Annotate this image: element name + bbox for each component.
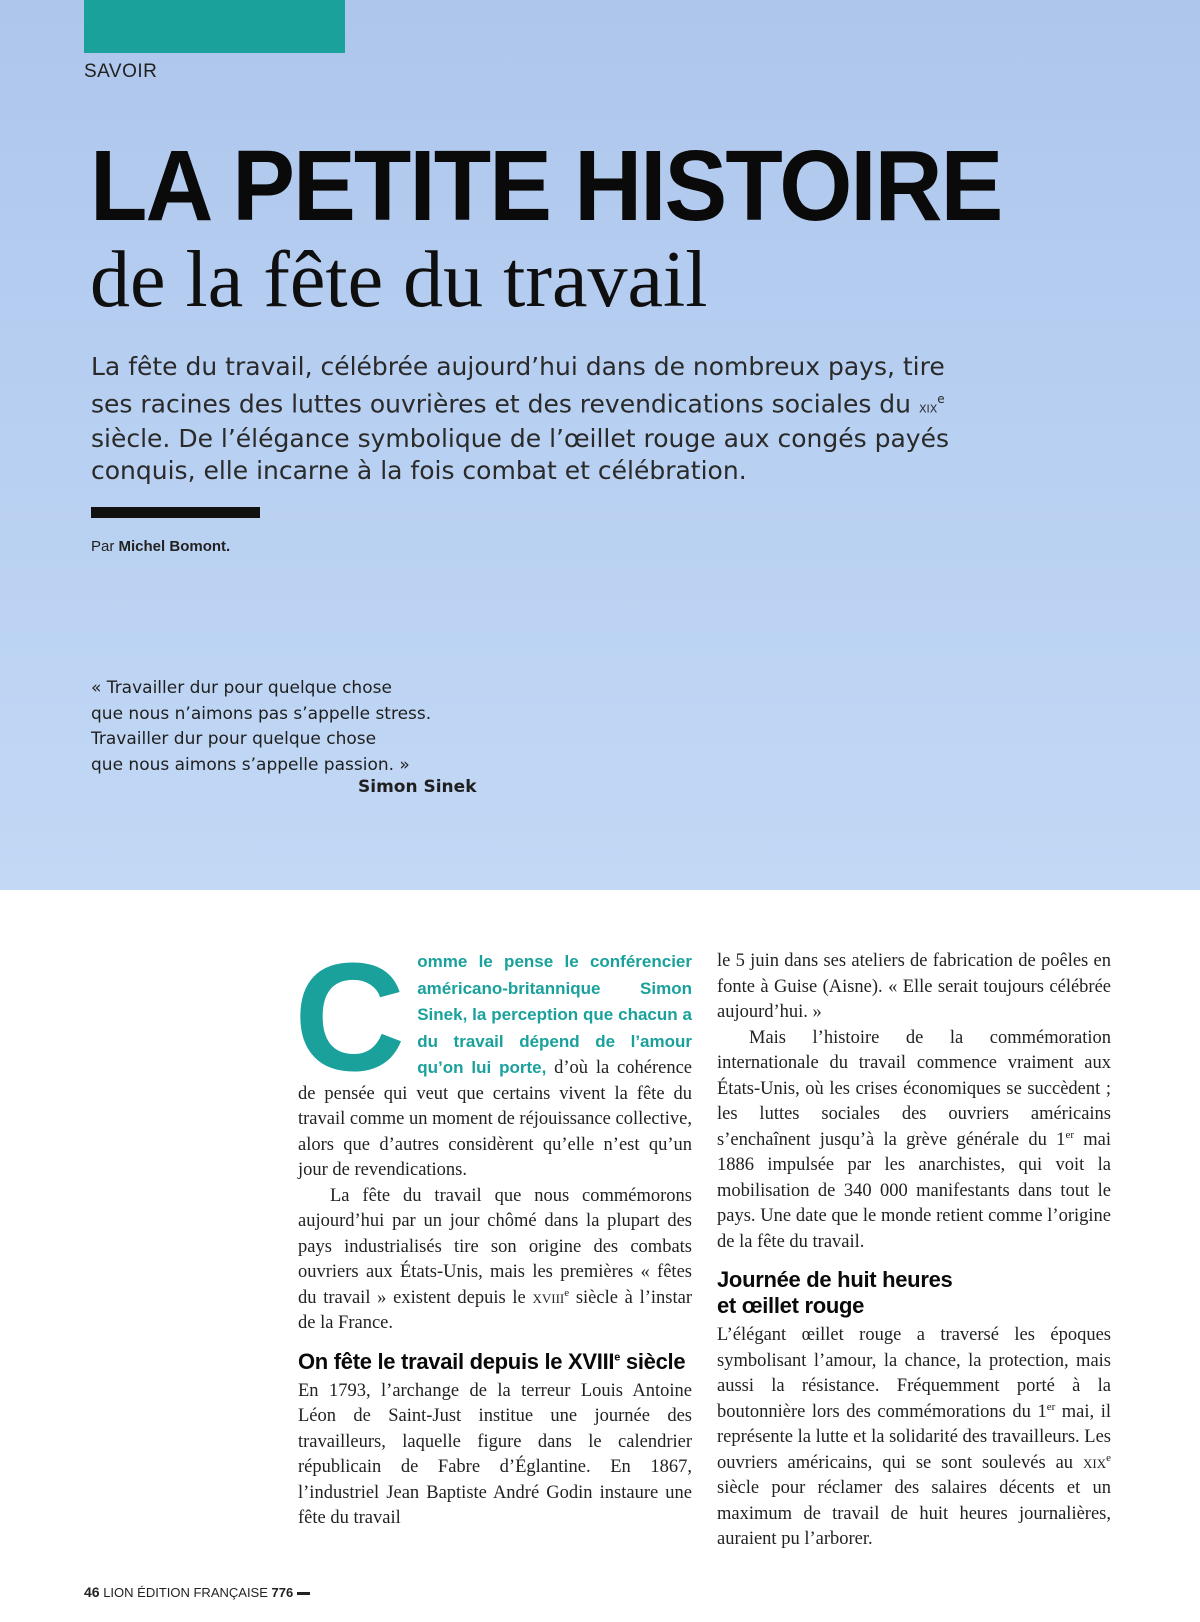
subheading-text: On fête le travail depuis le XVIII xyxy=(298,1348,615,1374)
article-text: d’où la cohérence de pensée qui veut que certains vivent la fête du travail comme un moment de réjouissance collective, alors que d’autres considèrent qu’elle n’est qu’un jour de revendications. xyxy=(298,1058,693,1180)
article-sup: e xyxy=(1106,1451,1111,1464)
article-column-2 xyxy=(717,949,1111,1553)
quote-line: « Travailler dur pour quelque chose xyxy=(91,678,392,698)
article-text: L’élégant œillet rouge a traversé les époques symbolisant l’amour, la chance, la protection, mais aussi la résistance. Fréquemment porté à la boutonnière lors des commémorations du 1 xyxy=(717,1325,1111,1422)
article-paragraph xyxy=(298,1184,692,1337)
article-text: siècle pour réclamer des salaires décents et un maximum de travail de huit heures journalières, auraient pu l’arborer. xyxy=(717,1478,1111,1549)
byline-author: Michel Bomont. xyxy=(118,538,231,555)
subheading-sup: e xyxy=(614,1351,621,1364)
article-text: siècle à l’instar de la France. xyxy=(298,1287,692,1333)
article-paragraph: le 5 juin dans ses ateliers de fabrication de poêles en fonte à Guise (Aisne). « Elle serait toujours célébrée aujourd’hui. » xyxy=(717,951,1111,1022)
lead-text-1: La fête du travail, célébrée aujourd’hui dans de nombreux pays, tire ses racines des luttes ouvrières et des revendications sociales du xyxy=(91,352,945,419)
subheading-2 xyxy=(717,1267,1111,1319)
quote-line: que nous n’aimons pas s’appelle stress. xyxy=(91,703,432,724)
article-paragraph xyxy=(294,931,693,1184)
quote-author: Simon Sinek xyxy=(358,777,477,797)
article-text: Mais l’histoire de la commémoration internationale du travail commence vraiment aux États-Unis, où les crises économiques se succèdent ; les luttes sociales des ouvriers américains s’enchaînent jusqu’à la grève générale du 1 xyxy=(717,1027,1111,1150)
magazine-name: LION ÉDITION FRANÇAISE xyxy=(103,1585,268,1600)
page-subtitle: de la fête du travail xyxy=(90,236,708,324)
article-text: mai 1886 impulsée par les anarchistes, qui voit la mobilisation de 340 000 manifestants dans tout le pays. Une date que le monde retient comme l’origine de la fête du travail. xyxy=(717,1129,1111,1252)
article-century: xviii xyxy=(532,1287,565,1308)
footer-rule xyxy=(297,1592,310,1595)
pull-quote xyxy=(91,676,471,778)
subheading-text: et œillet rouge xyxy=(717,1293,865,1318)
section-label: SAVOIR xyxy=(84,61,158,82)
lead-paragraph xyxy=(91,351,951,487)
byline xyxy=(91,538,230,555)
quote-line: que nous aimons s’appelle passion. » xyxy=(91,754,410,775)
issue-number: 776 xyxy=(271,1585,294,1600)
drop-cap: C xyxy=(294,931,406,1103)
article-column-1 xyxy=(294,931,693,1532)
title-divider xyxy=(91,507,260,518)
subheading-text: Journée de huit heures xyxy=(717,1267,953,1292)
page-number: 46 xyxy=(84,1584,100,1600)
subheading-text: siècle xyxy=(620,1348,686,1374)
page-footer xyxy=(84,1584,310,1600)
article-text: La fête du travail que nous commémorons aujourd’hui par un jour chômé dans la plupart des pays industrialisés tire son origine des combats ouvriers aux États-Unis, mais les premières « fêtes du travail » existent depuis le xyxy=(298,1185,692,1308)
article-sup: er xyxy=(1065,1128,1074,1141)
article-sup: er xyxy=(1046,1400,1056,1413)
byline-prefix: Par xyxy=(91,538,119,555)
article-paragraph xyxy=(717,1323,1111,1553)
lead-text-2: siècle. De l’élégance symbolique de l’œillet rouge aux congés payés conquis, elle incarne à la fois combat et célébration. xyxy=(91,424,949,486)
subheading-1 xyxy=(298,1349,692,1375)
article-paragraph xyxy=(717,1026,1111,1256)
article-paragraph: En 1793, l’archange de la terreur Louis Antoine Léon de Saint-Just institue une journée des travailleurs, laquelle figure dans le calendrier républicain de Fabre d’Églantine. En 1867, l’industriel Jean Baptiste André Godin instaure une fête du travail xyxy=(298,1380,692,1528)
quote-line: Travailler dur pour quelque chose xyxy=(91,729,377,749)
article-lead-in: omme le pense le conférencier américano-britannique Simon Sinek, la perception que chacun a du travail dépend de l’amour qu’on lui porte, xyxy=(417,952,692,1077)
article-text: mai, il représente la lutte et la solidarité des travailleurs. Les ouvriers américains, qui se sont soulevés au xyxy=(717,1401,1111,1473)
lead-century: xix xyxy=(918,397,938,417)
article-sup: e xyxy=(564,1286,570,1299)
section-color-tab xyxy=(84,0,345,53)
lead-sup: e xyxy=(937,392,945,406)
article-century: xix xyxy=(1083,1452,1107,1473)
page-title: LA PETITE HISTOIRE xyxy=(90,130,1002,242)
